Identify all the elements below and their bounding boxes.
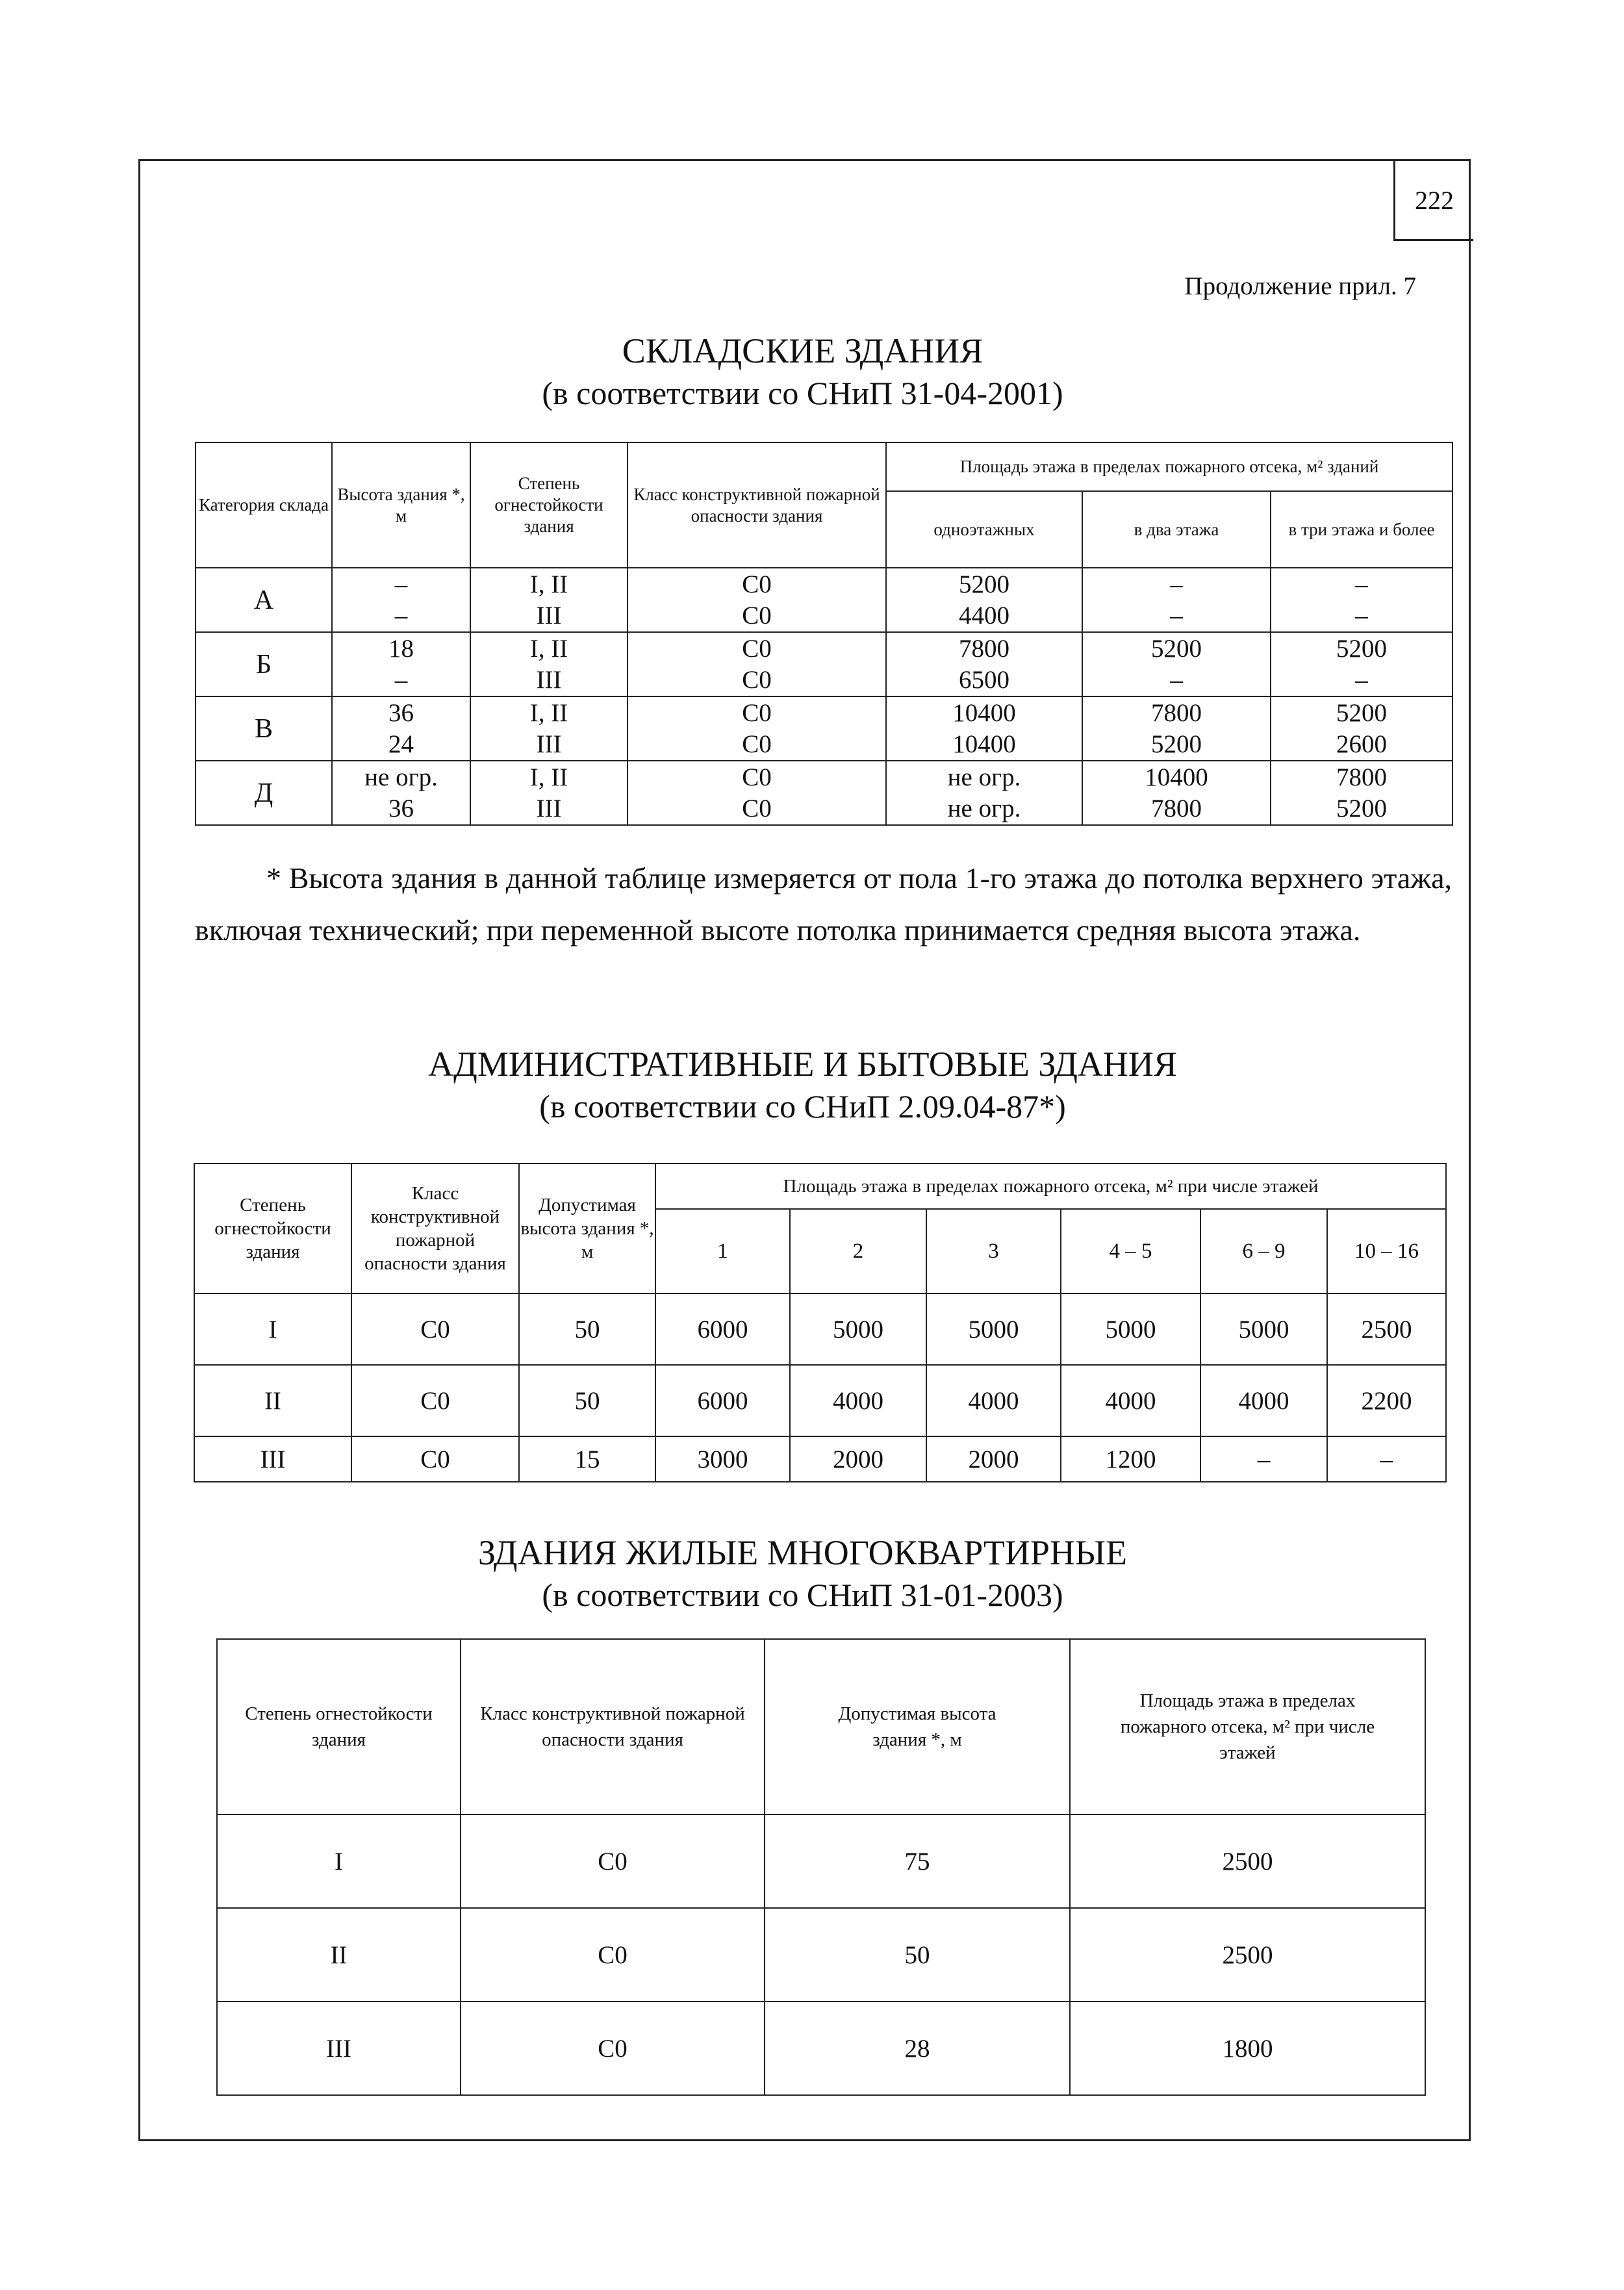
area-cell: 1200 [1061, 1436, 1200, 1482]
two-cell [1082, 632, 1271, 696]
area-cell: 4000 [1200, 1365, 1327, 1436]
header-one-floor: одноэтажных [886, 491, 1082, 568]
cell-value: С0 [742, 601, 772, 630]
warehouse-table [195, 442, 1453, 826]
height-cell: 50 [765, 1908, 1070, 2002]
one-cell [886, 632, 1082, 696]
class-cell [628, 568, 886, 632]
degree-cell [470, 632, 628, 696]
cell-value: I, II [529, 763, 568, 791]
cell-value: – [394, 665, 408, 694]
height-cell: 50 [519, 1365, 655, 1436]
floors-header: 6 – 9 [1200, 1209, 1327, 1293]
class-cell [628, 761, 886, 825]
table-row [194, 1436, 1446, 1482]
class-cell: С0 [461, 1908, 765, 2002]
area-cell: 2000 [926, 1436, 1061, 1482]
degree-cell: I [194, 1293, 351, 1365]
cell-value: 5200 [1336, 634, 1387, 663]
cell-value: 4400 [959, 601, 1009, 630]
area-cell: 3000 [655, 1436, 790, 1482]
three-cell [1271, 761, 1453, 825]
cell-value: I, II [529, 634, 568, 663]
cell-value: – [1170, 665, 1183, 694]
table-row [196, 761, 1453, 825]
height-cell [332, 761, 470, 825]
header-fire-resistance: Степень огнестойкости здания [470, 442, 628, 568]
category-cell: А [196, 568, 332, 632]
table-row [196, 632, 1453, 696]
area-cell: 4000 [790, 1365, 926, 1436]
degree-cell: III [217, 2002, 461, 2095]
area-cell: 2500 [1327, 1293, 1446, 1365]
two-cell [1082, 761, 1271, 825]
cell-value: – [1355, 570, 1368, 598]
degree-cell [470, 568, 628, 632]
cell-value: 10400 [1145, 763, 1208, 791]
category-cell: В [196, 696, 332, 761]
cell-value: I, II [529, 570, 568, 598]
degree-cell [470, 761, 628, 825]
table-row [196, 568, 1453, 632]
class-cell: С0 [461, 1814, 765, 1908]
cell-value: 5200 [1336, 698, 1387, 727]
cell-value: не огр. [364, 763, 438, 791]
floors-header: 1 [655, 1209, 790, 1293]
header-height: Допустимая высота здания *, м [765, 1639, 1070, 1814]
area-cell: 5000 [926, 1293, 1061, 1365]
header-degree: Степень огнестойкости здания [217, 1639, 461, 1814]
section3-title: ЗДАНИЯ ЖИЛЫЕ МНОГОКВАРТИРНЫЕ [478, 1533, 1127, 1572]
height-cell [332, 696, 470, 761]
cell-value: – [1170, 570, 1183, 598]
cell-value: 5200 [1151, 634, 1202, 663]
height-cell: 50 [519, 1293, 655, 1365]
cell-value: 10400 [952, 730, 1016, 758]
cell-value: 36 [388, 698, 414, 727]
floors-header: 3 [926, 1209, 1061, 1293]
cell-value: – [394, 570, 408, 598]
height-cell [332, 632, 470, 696]
area-cell: 6000 [655, 1293, 790, 1365]
degree-cell: I [217, 1814, 461, 1908]
class-cell [628, 632, 886, 696]
header-area: Площадь этажа в пределах пожарного отсека, м² при числе этажей [1070, 1639, 1425, 1814]
floors-header: 4 – 5 [1061, 1209, 1200, 1293]
class-cell: С0 [461, 2002, 765, 2095]
class-cell: С0 [351, 1365, 519, 1436]
cell-value: не огр. [947, 763, 1021, 791]
cell-value: С0 [742, 665, 772, 694]
cell-value: С0 [742, 763, 772, 791]
header-height: Допустимая высота здания *, м [519, 1164, 655, 1293]
cell-value: I, II [529, 698, 568, 727]
height-cell: 15 [519, 1436, 655, 1482]
area-cell: 2500 [1070, 1908, 1425, 2002]
two-cell [1082, 568, 1271, 632]
cell-value: 7800 [959, 634, 1009, 663]
section2-title: АДМИНИСТРАТИВНЫЕ И БЫТОВЫЕ ЗДАНИЯ [428, 1045, 1177, 1084]
area-cell: 6000 [655, 1365, 790, 1436]
cell-value: 10400 [952, 698, 1016, 727]
area-cell: 5000 [790, 1293, 926, 1365]
cell-value: не огр. [947, 794, 1021, 822]
cell-value: – [1355, 601, 1368, 630]
category-cell: Д [196, 761, 332, 825]
footnote [195, 852, 1452, 956]
header-two-floors: в два этажа [1082, 491, 1271, 568]
cell-value: III [536, 794, 562, 822]
area-cell: – [1200, 1436, 1327, 1482]
residential-table [216, 1638, 1426, 2096]
cell-value: III [536, 665, 562, 694]
class-cell: С0 [351, 1436, 519, 1482]
header-class: Класс конструктивной пожарной опасности здания [351, 1164, 519, 1293]
continuation-label: Продолжение прил. 7 [1184, 272, 1416, 300]
table-row [217, 1908, 1425, 2002]
height-cell: 28 [765, 2002, 1070, 2095]
cell-value: – [1355, 665, 1368, 694]
cell-value: С0 [742, 794, 772, 822]
area-cell: 4000 [1061, 1365, 1200, 1436]
header-height: Высота здания *, м [332, 442, 470, 568]
floors-header: 10 – 16 [1327, 1209, 1446, 1293]
cell-value: С0 [742, 634, 772, 663]
cell-value: 5200 [1336, 794, 1387, 822]
degree-cell: III [194, 1436, 351, 1482]
three-cell [1271, 568, 1453, 632]
cell-value: С0 [742, 730, 772, 758]
area-cell: 1800 [1070, 2002, 1425, 2095]
class-cell [628, 696, 886, 761]
cell-value: 36 [388, 794, 414, 822]
table-row [194, 1365, 1446, 1436]
section3-subtitle: (в соответствии со СНиП 31-01-2003) [542, 1577, 1063, 1613]
one-cell [886, 568, 1082, 632]
cell-value: С0 [742, 570, 772, 598]
header-category: Категория склада [196, 442, 332, 568]
cell-value: – [1170, 601, 1183, 630]
section1-title: СКЛАДСКИЕ ЗДАНИЯ [622, 331, 983, 370]
area-cell: 4000 [926, 1365, 1061, 1436]
table-row [217, 2002, 1425, 2095]
three-cell [1271, 696, 1453, 761]
cell-value: III [536, 730, 562, 758]
table-row [217, 1814, 1425, 1908]
cell-value: III [536, 601, 562, 630]
cell-value: 7800 [1151, 698, 1202, 727]
section2-subtitle: (в соответствии со СНиП 2.09.04-87*) [539, 1088, 1066, 1125]
height-cell: 75 [765, 1814, 1070, 1908]
cell-value: – [394, 601, 408, 630]
header-class: Класс конструктивной пожарной опасности здания [628, 442, 886, 568]
admin-table [194, 1163, 1447, 1482]
floors-header: 2 [790, 1209, 926, 1293]
area-cell: 5000 [1200, 1293, 1327, 1365]
cell-value: 5200 [1151, 730, 1202, 758]
cell-value: 6500 [959, 665, 1009, 694]
area-cell: – [1327, 1436, 1446, 1482]
degree-cell: II [217, 1908, 461, 2002]
class-cell: С0 [351, 1293, 519, 1365]
cell-value: С0 [742, 698, 772, 727]
page-number: 222 [1393, 161, 1473, 241]
header-degree: Степень огнестойкости здания [194, 1164, 351, 1293]
one-cell [886, 696, 1082, 761]
degree-cell: II [194, 1365, 351, 1436]
table-row [196, 696, 1453, 761]
area-cell: 2500 [1070, 1814, 1425, 1908]
header-area: Площадь этажа в пределах пожарного отсека, м² зданий [886, 442, 1453, 491]
header-three-plus: в три этажа и более [1271, 491, 1453, 568]
header-class: Класс конструктивной пожарной опасности здания [461, 1639, 765, 1814]
area-cell: 2000 [790, 1436, 926, 1482]
one-cell [886, 761, 1082, 825]
category-cell: Б [196, 632, 332, 696]
three-cell [1271, 632, 1453, 696]
cell-value: 7800 [1336, 763, 1387, 791]
table-row [194, 1293, 1446, 1365]
area-cell: 5000 [1061, 1293, 1200, 1365]
two-cell [1082, 696, 1271, 761]
height-cell [332, 568, 470, 632]
section1-subtitle: (в соответствии со СНиП 31-04-2001) [542, 375, 1063, 411]
cell-value: 2600 [1336, 730, 1387, 758]
cell-value: 7800 [1151, 794, 1202, 822]
header-area: Площадь этажа в пределах пожарного отсека, м² при числе этажей [655, 1164, 1446, 1209]
cell-value: 18 [388, 634, 414, 663]
cell-value: 24 [388, 730, 414, 758]
cell-value: 5200 [959, 570, 1009, 598]
degree-cell [470, 696, 628, 761]
footnote-text: * Высота здания в данной таблице измеряется от пола 1-го этажа до потолка верхнего этажа, включая технический; при переменной высоте потолка принимается средняя высота этажа. [195, 861, 1452, 947]
area-cell: 2200 [1327, 1365, 1446, 1436]
